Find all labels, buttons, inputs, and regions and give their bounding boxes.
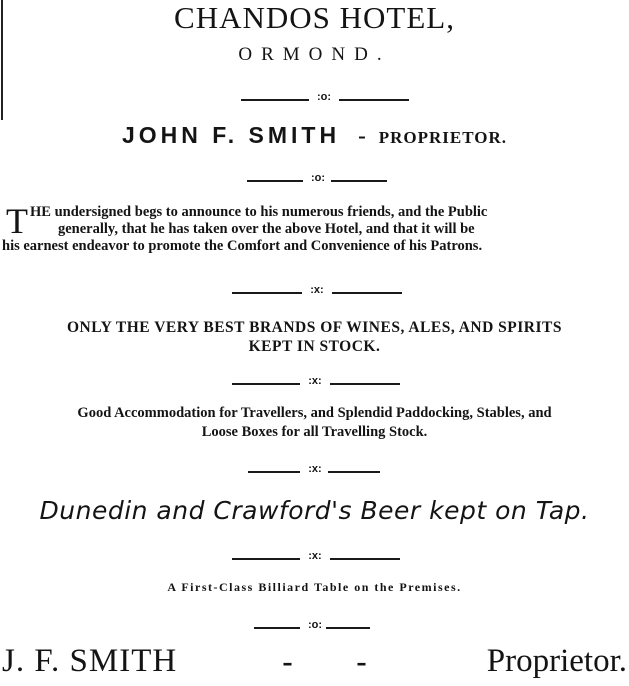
accommodation-line-1: Good Accommodation for Travellers, and Splendid Paddocking, Stables, and — [77, 405, 552, 421]
footer-role: Proprietor. — [486, 643, 627, 679]
accommodation-line-2: Loose Boxes for all Travelling Stock. — [201, 424, 428, 440]
brands-line-1: ONLY THE VERY BEST BRANDS OF WINES, ALES, AND SPIRITS — [67, 319, 562, 336]
divider-7: :o: — [254, 622, 370, 634]
divider-1: :o: — [241, 94, 409, 106]
announcement-line-3: his earnest endeavor to promote the Comfort and Convenience of his Patrons. — [2, 238, 483, 254]
announcement-paragraph — [2, 201, 626, 255]
footer-dash-1: - — [282, 643, 293, 680]
accommodation-notice — [0, 404, 629, 442]
footer-name: J. F. SMITH — [2, 643, 178, 679]
proprietor-dash: - — [358, 123, 369, 148]
announcement-line-1: HE undersigned begs to announce to his numerous friends, and the Public — [30, 204, 488, 220]
divider-2: :o: — [247, 175, 387, 187]
announcement-line-2: generally, that he has taken over the above Hotel, and that it will be — [58, 221, 475, 237]
divider-4: :x: — [232, 378, 400, 390]
proprietor-role: PROPRIETOR. — [378, 128, 508, 147]
brands-notice — [0, 318, 629, 356]
footer-signature — [0, 643, 629, 685]
hotel-name: CHANDOS HOTEL, — [174, 0, 455, 35]
divider-6: :x: — [232, 553, 400, 565]
drop-cap: T — [6, 201, 28, 241]
divider-5: :x: — [248, 466, 380, 478]
proprietor-line — [0, 122, 629, 149]
proprietor-name: JOHN F. SMITH — [121, 122, 341, 148]
beer-notice: Dunedin and Crawford's Beer kept on Tap. — [39, 496, 590, 525]
divider-3: :x: — [232, 287, 402, 299]
hotel-location: ORMOND. — [238, 44, 391, 65]
billiard-notice: A First-Class Billiard Table on the Premises. — [167, 580, 462, 594]
footer-dash-2: - — [356, 643, 367, 680]
brands-line-2: KEPT IN STOCK. — [248, 338, 381, 355]
